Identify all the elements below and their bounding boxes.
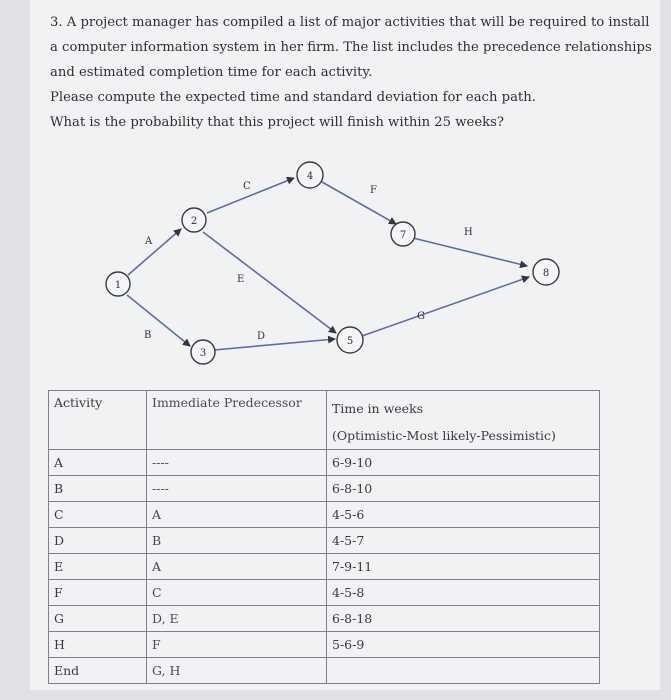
time-cell: 5-6-9: [327, 632, 600, 658]
node-5: [337, 327, 363, 353]
activity-cell: H: [49, 632, 147, 658]
header-time-title: Time in weeks: [332, 401, 424, 416]
node-1: [106, 272, 130, 296]
table-row: [49, 450, 600, 476]
node-3: [191, 340, 215, 364]
header-predecessor: Immediate Predecessor: [147, 391, 327, 450]
edge-h: [413, 238, 527, 266]
activity-cell: D: [49, 528, 147, 554]
predecessor-cell: ----: [147, 450, 327, 476]
project-network-diagram: [0, 150, 671, 370]
time-cell: [327, 658, 600, 684]
edge-label-f: F: [370, 185, 377, 196]
edge-label-c: C: [243, 181, 251, 192]
node-8: [533, 259, 559, 285]
node-7: [391, 222, 415, 246]
question-text: [50, 10, 650, 135]
table-row: [49, 632, 600, 658]
predecessor-cell: B: [147, 528, 327, 554]
activity-cell: F: [49, 580, 147, 606]
predecessor-cell: D, E: [147, 606, 327, 632]
predecessor-cell: ----: [147, 476, 327, 502]
predecessor-cell: C: [147, 580, 327, 606]
predecessor-cell: A: [147, 554, 327, 580]
edge-d: [214, 339, 335, 350]
node-4: [297, 162, 323, 188]
svg-text:3: 3: [199, 348, 207, 359]
table-row: [49, 606, 600, 632]
predecessor-cell: F: [147, 632, 327, 658]
table-row: [49, 580, 600, 606]
activity-cell: B: [49, 476, 147, 502]
edge-label-b: B: [144, 330, 152, 341]
edge-e: [203, 232, 336, 333]
time-cell: 6-8-18: [327, 606, 600, 632]
activity-cell: C: [49, 502, 147, 528]
svg-text:5: 5: [346, 336, 354, 347]
table-row: [49, 658, 600, 684]
activity-table: [48, 390, 600, 684]
activity-cell: G: [49, 606, 147, 632]
edge-label-e: E: [237, 274, 245, 285]
svg-text:7: 7: [399, 230, 407, 241]
svg-text:8: 8: [542, 268, 550, 279]
question-line-4: Please compute the expected time and standard deviation for each path.: [50, 90, 536, 105]
header-time-subtitle: (Optimistic-Most likely-Pessimistic): [332, 428, 556, 443]
edge-b: [127, 295, 190, 346]
edge-label-h: H: [464, 227, 473, 238]
edge-f: [322, 182, 396, 224]
question-line-3: and estimated completion time for each activity.: [50, 65, 373, 80]
time-cell: 7-9-11: [327, 554, 600, 580]
time-cell: 6-8-10: [327, 476, 600, 502]
time-cell: 4-5-8: [327, 580, 600, 606]
time-cell: 4-5-6: [327, 502, 600, 528]
edge-label-g: G: [417, 311, 425, 322]
activity-cell: E: [49, 554, 147, 580]
header-activity: Activity: [49, 391, 147, 450]
edge-a: [128, 229, 181, 275]
activity-cell: A: [49, 450, 147, 476]
edge-label-a: A: [145, 236, 153, 247]
header-time: [327, 391, 600, 450]
table-row: [49, 476, 600, 502]
predecessor-cell: G, H: [147, 658, 327, 684]
table-header-row: [49, 391, 600, 450]
svg-text:4: 4: [306, 171, 314, 182]
table-row: [49, 554, 600, 580]
question-line-1: 3. A project manager has compiled a list of major activities that will be required to install: [50, 15, 650, 30]
time-cell: 6-9-10: [327, 450, 600, 476]
question-line-2: a computer information system in her firm. The list includes the precedence relationships: [50, 40, 652, 55]
activity-cell: End: [49, 658, 147, 684]
svg-text:2: 2: [190, 216, 198, 227]
edge-label-d: D: [257, 331, 266, 342]
question-line-5: What is the probability that this project will finish within 25 weeks?: [50, 115, 504, 130]
edge-g: [362, 277, 529, 336]
time-cell: 4-5-7: [327, 528, 600, 554]
table-row: [49, 528, 600, 554]
predecessor-cell: A: [147, 502, 327, 528]
svg-text:1: 1: [114, 280, 122, 291]
node-2: [182, 208, 206, 232]
table-row: [49, 502, 600, 528]
